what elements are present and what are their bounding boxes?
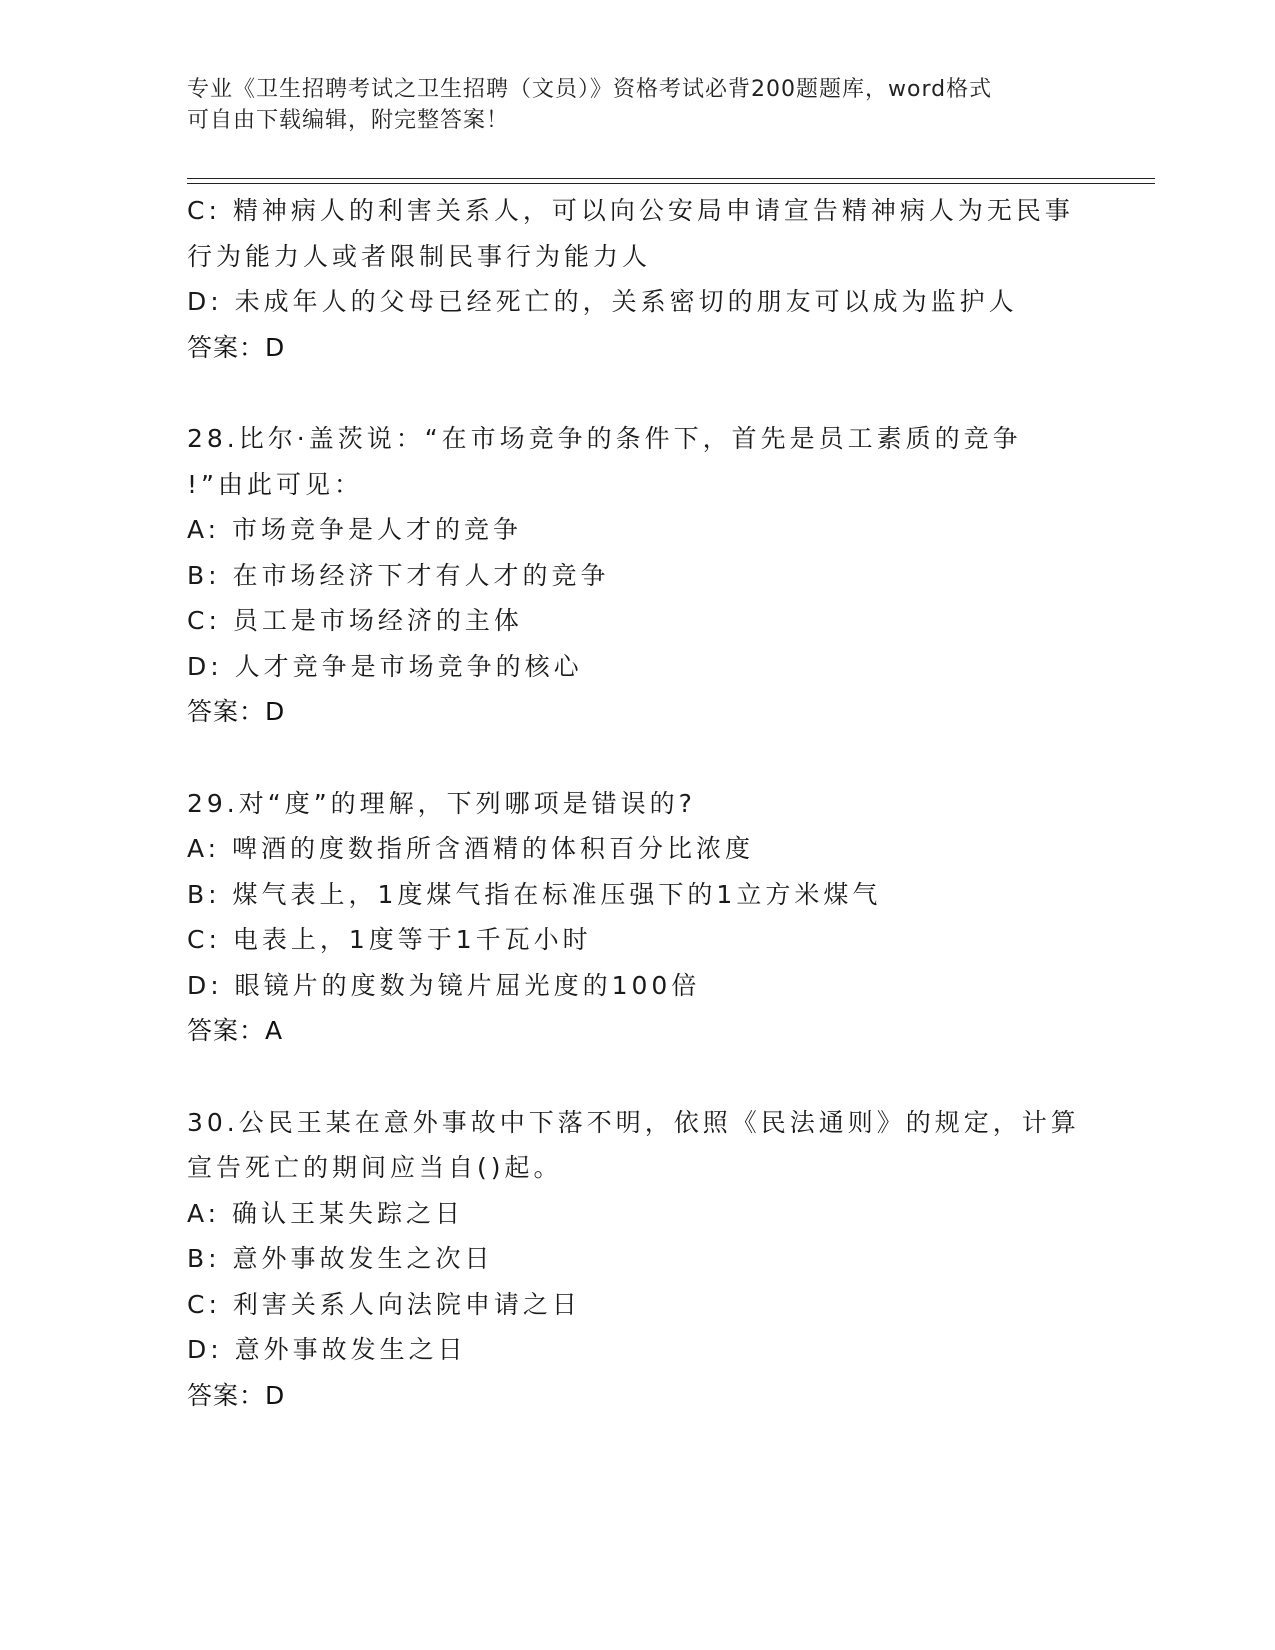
question-30 — [187, 1100, 1087, 1419]
header-rule-top — [187, 178, 1155, 179]
answer-line: 答案：D — [187, 332, 286, 362]
option-d: D: 意外事故发生之日 — [187, 1335, 467, 1364]
question-stem: 28.比尔·盖茨说：“在市场竞争的条件下，首先是员工素质的竞争 — [187, 424, 1022, 453]
previous-question-tail — [187, 188, 1087, 370]
header-line-1: 专业《卫生招聘考试之卫生招聘（文员）》资格考试必背200题题库，word格式 — [187, 77, 993, 102]
answer-line: 答案：D — [187, 697, 286, 726]
spacer — [187, 1054, 1087, 1100]
option-line: D: 未成年人的父母已经死亡的，关系密切的朋友可以成为监护人 — [187, 287, 1018, 316]
question-stem: !”由此可见： — [187, 469, 363, 499]
question-29 — [187, 781, 1087, 1054]
header-rule-bottom — [187, 183, 1155, 184]
question-stem: 宣告死亡的期间应当自()起。 — [187, 1153, 563, 1182]
answer-line: 答案：A — [187, 1016, 284, 1045]
header-line-2: 可自由下载编辑，附完整答案！ — [187, 108, 510, 133]
spacer — [187, 370, 1087, 416]
question-28 — [187, 416, 1087, 735]
option-line: 行为能力人或者限制民事行为能力人 — [187, 241, 652, 271]
option-d: D: 眼镜片的度数为镜片屈光度的100倍 — [187, 970, 701, 1000]
option-a: A: 啤酒的度数指所含酒精的体积百分比浓度 — [187, 834, 755, 863]
option-a: A: 市场竞争是人才的竞争 — [187, 515, 523, 544]
option-line: C: 精神病人的利害关系人，可以向公安局申请宣告精神病人为无民事 — [187, 196, 1074, 225]
spacer — [187, 735, 1087, 781]
option-a: A: 确认王某失踪之日 — [187, 1198, 465, 1228]
question-stem: 29.对“度”的理解，下列哪项是错误的? — [187, 788, 696, 818]
option-b: B: 意外事故发生之次日 — [187, 1244, 494, 1273]
question-stem: 30.公民王某在意外事故中下落不明，依照《民法通则》的规定，计算 — [187, 1107, 1080, 1137]
document-header — [187, 74, 1087, 136]
option-c: C: 员工是市场经济的主体 — [187, 606, 523, 635]
option-d: D: 人才竞争是市场竞争的核心 — [187, 651, 583, 681]
option-c: C: 电表上，1度等于1千瓦小时 — [187, 925, 592, 954]
option-b: B: 在市场经济下才有人才的竞争 — [187, 560, 610, 590]
document-body — [187, 188, 1087, 1418]
option-c: C: 利害关系人向法院申请之日 — [187, 1289, 581, 1319]
answer-line: 答案：D — [187, 1380, 286, 1410]
option-b: B: 煤气表上，1度煤气指在标准压强下的1立方米煤气 — [187, 879, 882, 909]
